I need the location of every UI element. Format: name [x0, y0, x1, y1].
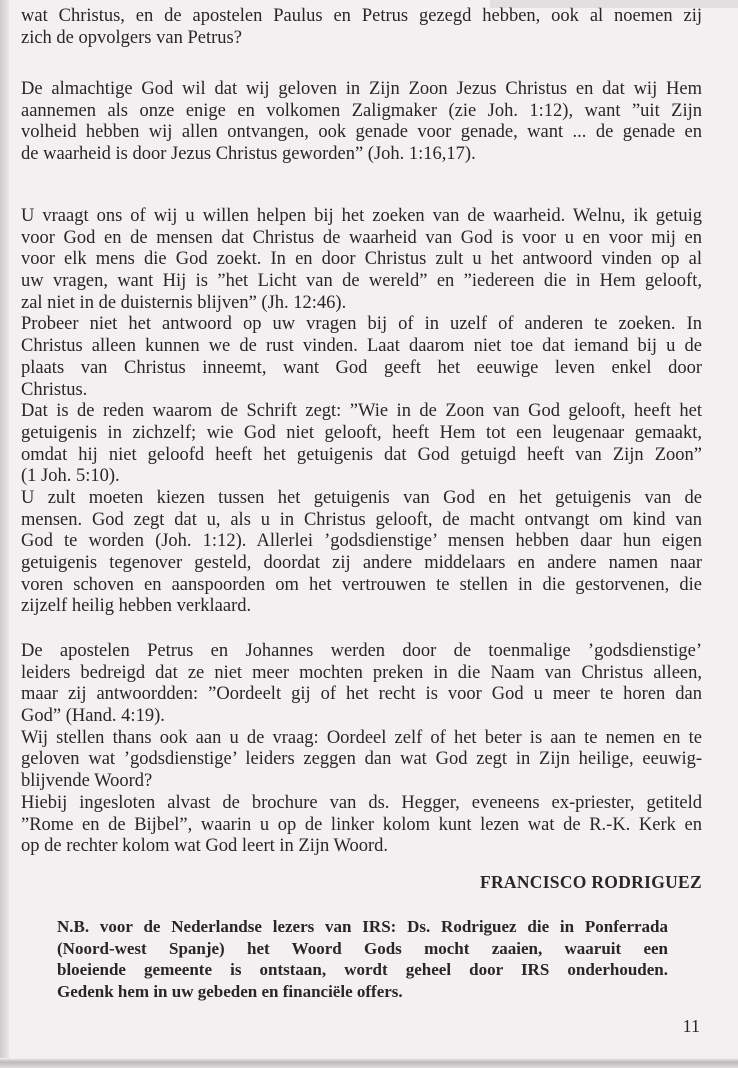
- text-line: plaats van Christus inneemt, want God geeft het eeuwige leven enkel door: [21, 357, 702, 378]
- text-line: U vraagt ons of wij u willen helpen bij het zoeken van de waarheid. Welnu, ik getuig: [21, 206, 702, 226]
- text-line: Probeer niet het antwoord op uw vragen bij of in uzelf of anderen te zoeken. In: [21, 314, 702, 335]
- text-line: Wij stellen thans ook aan u de vraag: Oordeel zelf of het beter is aan te nemen en te: [21, 727, 702, 748]
- note-line: Gedenk hem in uw gebeden en financiële offers.: [57, 982, 403, 1002]
- text-line: zijzelf heilig hebben verklaard.: [21, 596, 252, 617]
- text-line: Christus alleen kunnen we de rust vinden. Laat daarom niet toe dat iemand bij u de: [21, 336, 702, 357]
- text-line: volheid hebben wij allen ontvangen, ook genade voor genade, want ... de genade en: [21, 122, 702, 143]
- text-line: de waarheid is door Jezus Christus geworden” (Joh. 1:16,17).: [21, 144, 476, 165]
- author-signature: FRANCISCO RODRIGUEZ: [479, 872, 702, 892]
- text-line: wat Christus, en de apostelen Paulus en Petrus gezegd hebben, ook al noemen zij: [21, 6, 702, 26]
- paragraph-2: [21, 79, 702, 166]
- text-line: De apostelen Petrus en Johannes werden door de toenmalige ’godsdienstige’: [21, 641, 702, 661]
- editorial-note: [57, 916, 668, 1003]
- text-line: Dat is de reden waarom de Schrift zegt: ”Wie in de Zoon van God gelooft, heeft het: [21, 401, 702, 422]
- note-line: bloeiende gemeente is ontstaan, wordt geheel door IRS onderhouden.: [57, 960, 668, 980]
- text-line: Hiebij ingesloten alvast de brochure van ds. Hegger, eveneens ex-priester, getiteld: [21, 792, 702, 813]
- text-line: voor elk mens die God zoekt. In en door Christus zult u het antwoord vinden op al: [21, 249, 702, 270]
- text-line: zich de opvolgers van Petrus?: [21, 27, 242, 48]
- text-line: Christus.: [21, 379, 88, 400]
- text-line: zal niet in de duisternis blijven” (Jh. 12:46).: [21, 292, 347, 313]
- page-edge-shadow: [0, 0, 9, 1068]
- text-line: getuigenis tegenover gesteld, doordat zij andere middelaars en andere namen naar: [21, 553, 702, 573]
- text-line: U zult moeten kiezen tussen het getuigenis van God en het getuigenis van de: [21, 487, 702, 508]
- text-line: voor God en de mensen dat Christus de waarheid van God is voor u en voor mij en: [21, 227, 702, 248]
- text-line: op de rechter kolom wat God leert in Zijn Woord.: [21, 836, 389, 857]
- text-line: mensen. God zegt dat u, als u in Christus gelooft, de macht ontvangt om kind van: [21, 509, 702, 530]
- text-line: aannemen als onze enige en volkomen Zaligmaker (zie Joh. 1:12), want ”uit Zijn: [21, 100, 702, 121]
- note-line: N.B. voor de Nederlandse lezers van IRS: Ds. Rodriguez die in Ponferrada: [57, 917, 668, 936]
- paragraph-1: [21, 6, 702, 49]
- text-line: De almachtige God wil dat wij geloven in Zijn Zoon Jezus Christus en dat wij Hem: [21, 79, 702, 99]
- page-bottom-edge: [0, 1058, 738, 1068]
- text-line: (1 Joh. 5:10).: [21, 466, 120, 487]
- note-line: (Noord-west Spanje) het Woord Gods mocht zaaien, waaruit een: [57, 938, 668, 958]
- paragraph-4: [21, 641, 702, 858]
- text-line: maar zij antwoordden: ”Oordeelt gij of het recht is voor God u meer te horen dan: [21, 684, 702, 705]
- text-line: voren schoven en aanspoorden om het vertrouwen te stellen in die gestorvenen, die: [21, 574, 702, 595]
- paragraph-3: [21, 206, 702, 618]
- text-line: leiders bedreigd dat ze niet meer mochten preken in die Naam van Christus alleen,: [21, 662, 702, 683]
- text-line: uw vragen, want Hij is ”het Licht van de wereld” en ”iedereen die in Hem gelooft,: [21, 271, 702, 292]
- text-line: blijvende Woord?: [21, 771, 153, 792]
- text-line: ”Rome en de Bijbel”, waarin u op de linker kolom kunt lezen wat de R.-K. Kerk en: [21, 814, 702, 835]
- page-number: 11: [682, 1016, 700, 1036]
- text-line: God te worden (Joh. 1:12). Allerlei ’godsdienstige’ mensen hebben daar hun eigen: [21, 531, 702, 552]
- text-line: omdat hij niet geloofd heeft het getuigenis dat God getuigd heeft van Zijn Zoon”: [21, 444, 702, 465]
- text-line: geloven wat ’godsdienstige’ leiders zeggen dan wat God zegt in Zijn heilige, eeuwig-: [21, 749, 702, 770]
- text-line: God” (Hand. 4:19).: [21, 706, 165, 727]
- text-line: getuigenis in zichzelf; wie God niet gelooft, heeft Hem tot een leugenaar gemaakt,: [21, 422, 702, 443]
